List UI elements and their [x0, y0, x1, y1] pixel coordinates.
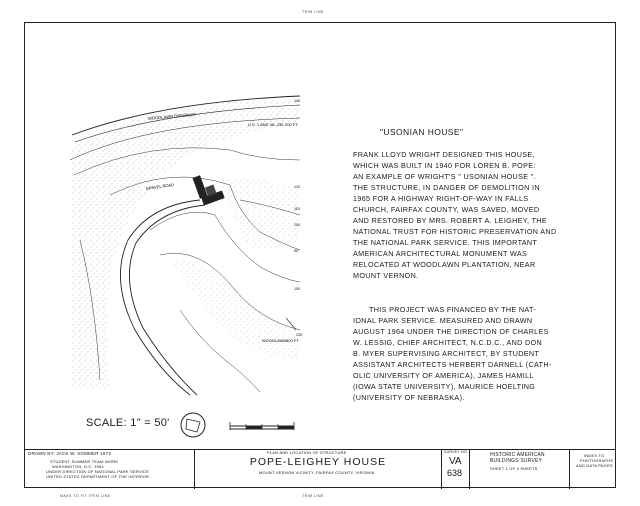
- text-line: THIS PROJECT WAS FINANCED BY THE NAT-: [369, 305, 537, 314]
- text-line: W. LESSIG, CHIEF ARCHITECT, N.C.D.C., AND DON: [353, 338, 543, 347]
- contour-tag: 150: [294, 287, 300, 291]
- text-line: 1965 FOR A HIGHWAY RIGHT-OF-WAY IN FALLS: [353, 194, 529, 203]
- text-line: NATIONAL TRUST FOR HISTORIC PRESERVATION AND: [353, 227, 557, 236]
- text-line: THE NATIONAL PARK SERVICE. THIS IMPORTANT: [353, 238, 538, 247]
- woodland-area-east: [220, 179, 300, 250]
- habs-cell: [469, 450, 569, 489]
- north-arrow-icon: [178, 410, 208, 440]
- team-line: STUDENT SUMMER TEAM WORK: [50, 459, 119, 464]
- contour-tag: 100: [294, 223, 300, 227]
- team-line: UNITED STATES DEPARTMENT OF THE INTERIOR: [46, 474, 150, 479]
- text-line: AUGUST 1964 UNDER THE DIRECTION OF CHARLES: [353, 327, 549, 336]
- title-block: [24, 449, 616, 489]
- site-plan: [60, 40, 340, 400]
- index-line: INDEX TO: [584, 453, 605, 458]
- index-line: PHOTOGRAPHS: [580, 458, 614, 463]
- title-cell: [194, 450, 441, 489]
- trim-line-bottom: TRIM LINE: [302, 494, 324, 498]
- index-line: AND DATA PAGES: [576, 463, 613, 468]
- contour-tag: 90: [294, 249, 298, 253]
- label-woodlawn-driveway: WOODLAWN DRIVEWAY: [147, 111, 197, 121]
- trim-line-top: TRIM LINE: [302, 10, 324, 14]
- contour-tag: 120: [294, 185, 300, 189]
- survey-number-cell: [441, 450, 469, 489]
- text-line: THE STRUCTURE, IN DANGER OF DEMOLITION IN: [353, 183, 540, 192]
- sheet-number: SHEET 1 OF 9 SHEETS: [490, 466, 538, 471]
- contour-tag: 140: [294, 99, 300, 103]
- label-route-dim: 200 FT: [285, 122, 298, 127]
- label-woodlawn-dim: 800 FT: [286, 338, 299, 343]
- house-footprint: [192, 175, 224, 205]
- text-line: OLIC UNIVERSITY OF AMERICA), JAMES HAMILL: [353, 371, 534, 380]
- drawn-by: DRAWN BY: JACK W. SOMMER 1973: [28, 451, 111, 456]
- text-line: WHICH WAS BUILT IN 1940 FOR LOREN B. POPE:: [353, 161, 536, 170]
- team-line: UNDER DIRECTION OF NATIONAL PARK SERVICE: [46, 469, 149, 474]
- index-cell: [569, 450, 616, 489]
- label-us-route: U.S. 1 AND VA. 235: [248, 122, 284, 127]
- text-line: ASSISTANT ARCHITECTS HERBERT DARNELL (CATH-: [353, 360, 552, 369]
- text-line: CHURCH, FAIRFAX COUNTY, WAS SAVED, MOVED: [353, 205, 540, 214]
- text-line: RELOCATED AT WOODLAWN PLANTATION, NEAR: [353, 260, 536, 269]
- text-line: IONAL PARK SERVICE. MEASURED AND DRAWN: [353, 316, 533, 325]
- survey-number: 638: [447, 468, 463, 478]
- survey-state: VA: [449, 456, 462, 467]
- text-line: AN EXAMPLE OF WRIGHT'S " USONIAN HOUSE ".: [353, 172, 536, 181]
- text-line: MOUNT VERNON.: [353, 271, 419, 280]
- building-location: MOUNT VERNON VICINITY, FAIRFAX COUNTY, VIRGINIA: [259, 470, 375, 475]
- contour-tag: 110: [294, 207, 300, 211]
- habs-line: HISTORIC AMERICAN: [490, 452, 545, 458]
- description-heading: "USONIAN HOUSE": [380, 127, 464, 137]
- woodland-area-south: [170, 260, 300, 360]
- team-line: WASHINGTON, D.C. 1964: [52, 464, 104, 469]
- survey-no-label: SURVEY NO.: [444, 450, 469, 454]
- text-line: FRANK LLOYD WRIGHT DESIGNED THIS HOUSE,: [353, 150, 535, 159]
- text-line: (UNIVERSITY OF NEBRASKA).: [353, 393, 465, 402]
- text-line: (IOWA STATE UNIVERSITY), MAURICE HOELTING: [353, 382, 536, 391]
- graphic-scale-bar: [228, 420, 298, 432]
- trim-line-note: MAKE TO FIT TRIM LINE: [60, 494, 111, 498]
- habs-line: BUILDINGS SURVEY: [490, 458, 543, 464]
- building-title: POPE-LEIGHEY HOUSE: [249, 456, 387, 468]
- label-woodlawn: WOODLAWN: [262, 338, 287, 343]
- plan-caption: PLAN AND LOCATION OF STRUCTURE: [267, 450, 347, 455]
- contour-tag: 130: [296, 333, 302, 337]
- label-gravel-road: GRAVEL ROAD: [145, 182, 175, 191]
- text-line: AND RESTORED BY MRS. ROBERT A. LEIGHEY, THE: [353, 216, 547, 225]
- text-line: AMERICAN ARCHITECTURAL MONUMENT WAS: [353, 249, 528, 258]
- scale-label: SCALE: 1" = 50': [86, 417, 170, 429]
- text-line: B. MYER SUPERVISING ARCHITECT, BY STUDENT: [353, 349, 540, 358]
